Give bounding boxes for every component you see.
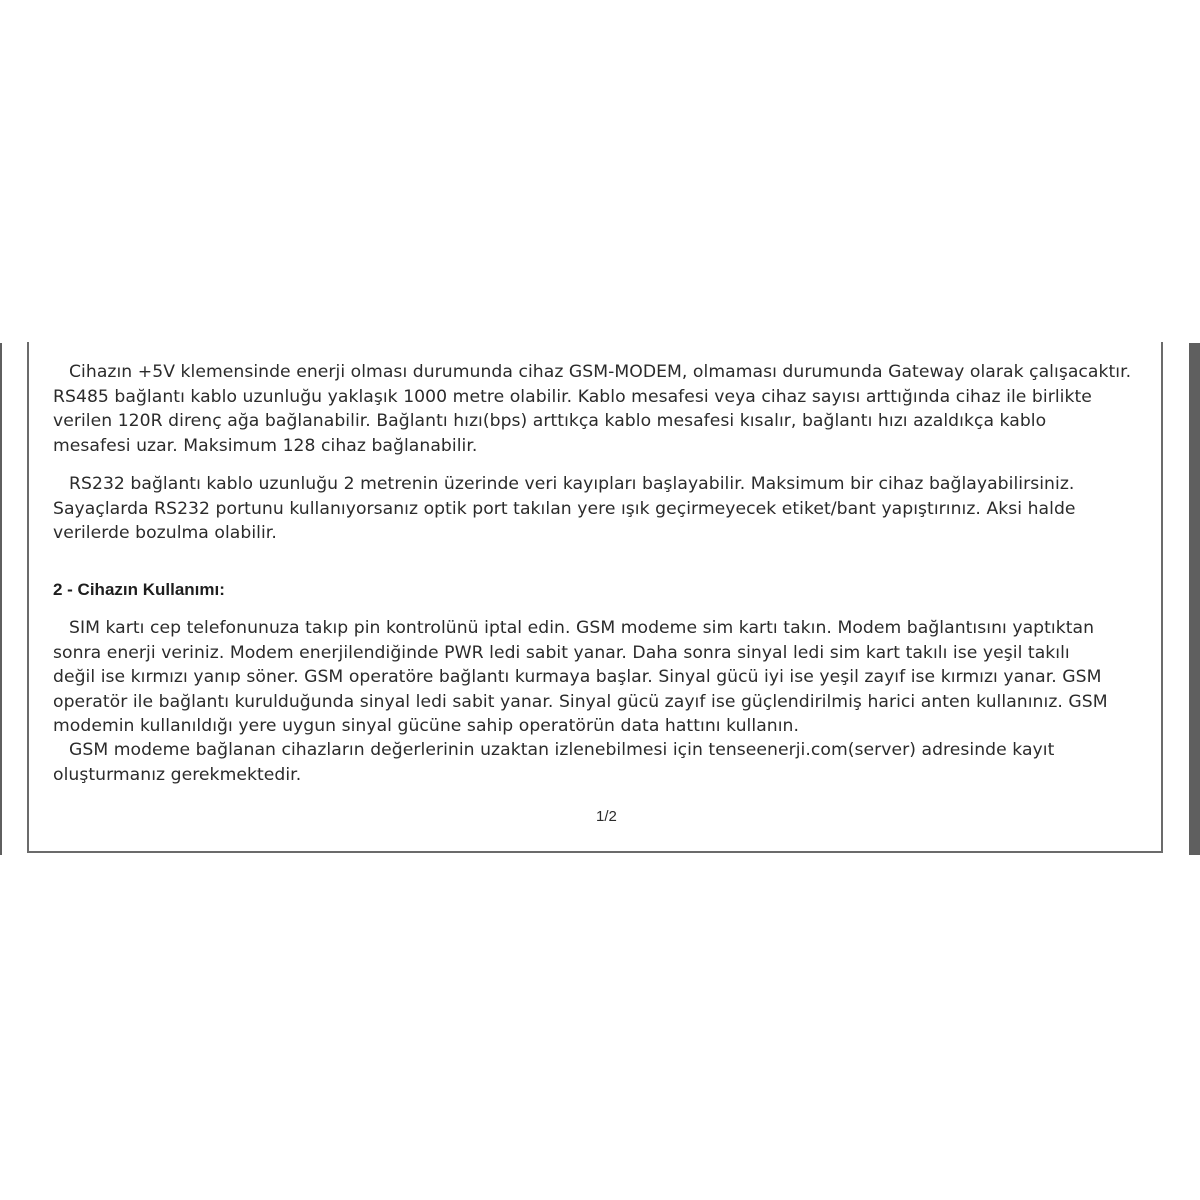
section-heading: 2 - Cihazın Kullanımı: [53,580,225,599]
paragraph-line: GSM modeme bağlanan cihazların değerlerinin uzaktan izlenebilmesi için tenseenerji.com(server) adresinde kayıt [69,740,1055,760]
paragraph-line: operatör ile bağlantı kurulduğunda sinyal ledi sabit yanar. Sinyal gücü zayıf ise güçlendirilmiş harici anten kullanınız. GSM [53,691,1108,712]
server-paragraph [53,738,1168,787]
paragraph-line: RS485 bağlantı kablo uzunluğu yaklaşık 1000 metre olabilir. Kablo mesafesi veya cihaz sayısı arttığında cihaz ile birlikte [53,386,1092,407]
intro-paragraph [53,360,1168,458]
viewer-scrollbar[interactable] [1189,343,1200,855]
paragraph-line: Sayaçlarda RS232 portunu kullanıyorsanız optik port takılan yere ışık geçirmeyecek etiket/bant yapıştırınız. Aksi halde [53,498,1076,519]
usage-paragraph [53,616,1168,739]
paragraph-line: değil ise kırmızı yanıp söner. GSM operatöre bağlantı kurmaya başlar. Sinyal gücü iyi ise yeşil zayıf ise kırmızı yanar. GSM [53,667,1102,687]
viewer-left-edge [0,343,2,855]
paragraph-line: verilerde bozulma olabilir. [53,523,277,543]
page-number: 1/2 [596,808,617,825]
paragraph-line: oluşturmanız gerekmektedir. [53,764,302,785]
paragraph-line: SIM kartı cep telefonunuza takıp pin kontrolünü iptal edin. GSM modeme sim kartı takın. Modem bağlantısını yaptıktan [69,618,1095,638]
rs232-paragraph [53,472,1168,546]
paragraph-line: RS232 bağlantı kablo uzunluğu 2 metrenin üzerinde veri kayıpları başlayabilir. Maksimum bir cihaz bağlayabilirsiniz. [69,474,1075,494]
paragraph-line: modemin kullanıldığı yere uygun sinyal gücüne sahip operatörün data hattını kullanın. [53,716,799,736]
paragraph-line: sonra enerji veriniz. Modem enerjilendiğinde PWR ledi sabit yanar. Daha sonra sinyal ledi sim kart takılı ise yeşil takılı [53,642,1070,663]
paragraph-line: verilen 120R direnç ağa bağlanabilir. Bağlantı hızı(bps) arttıkça kablo mesafesi kısalır, bağlantı hızı azaldıkça kablo [53,411,1047,431]
paragraph-line: Cihazın +5V klemensinde enerji olması durumunda cihaz GSM-MODEM, olmaması durumunda Gateway olarak çalışacaktır. [69,362,1132,382]
paragraph-line: mesafesi uzar. Maksimum 128 cihaz bağlanabilir. [53,435,478,456]
